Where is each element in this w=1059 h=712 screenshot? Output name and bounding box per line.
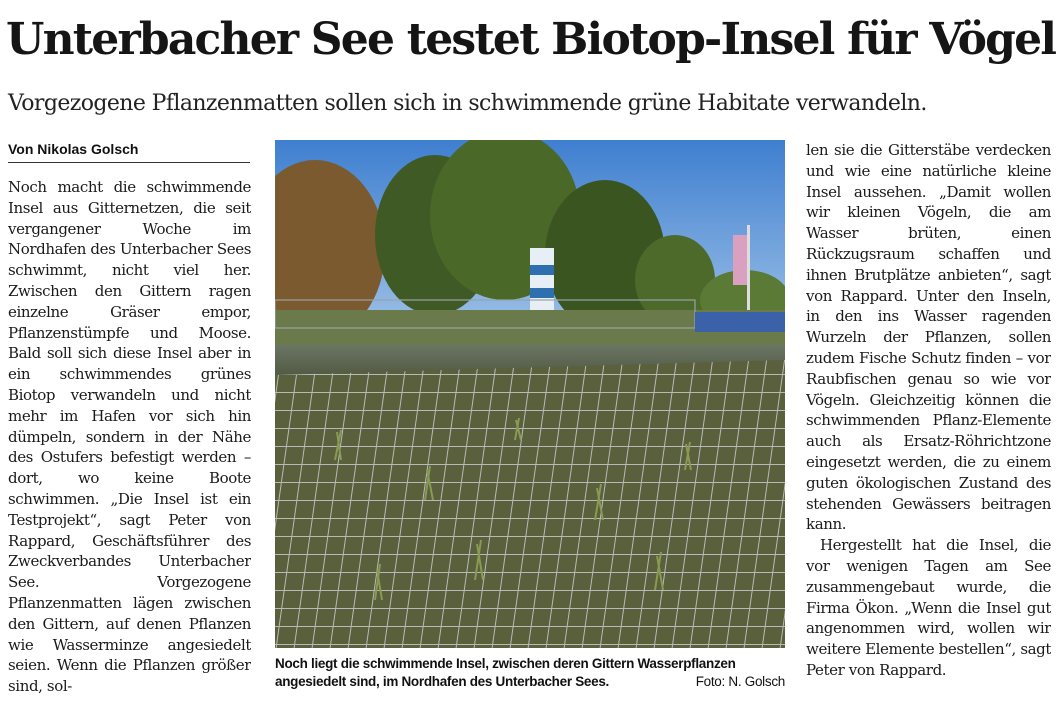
body-paragraph: Noch macht die schwimmende Insel aus Gitternetzen, die seit vergangener Woche im Nordhafen des Unterbacher Sees schwimmt, nicht viel her. Zwischen den Gittern ragen einzelne Gräser empor, Pflanzenstümpfe und Moose. Bald soll sich diese Insel aber in ein schwimmendes grünes Biotop verwandeln und nicht mehr im Hafen vor sich hin dümpeln, sondern in der Nähe des Ostufers befestigt werden – dort, wo keine Boote schwimmen. „Die Insel ist ein Testprojekt“, sagt Peter von Rappard, Geschäftsführer des Zweckverbandes Unterbacher See. Vorgezogene Pflanzenmatten lägen zwischen den Gittern, auf denen Pflanzen wie Wasserminze angesiedelt seien. Wenn die Pflanzen größer sind, sol- (8, 178, 251, 696)
headline: Unterbacher See testet Biotop-Insel für Vögel (6, 14, 1056, 65)
caption-text: Noch liegt die schwimmende Insel, zwischen deren Gittern Wasserpflanzen angesiedelt sind, im Nordhafen des Unterbacher Sees. (275, 656, 736, 689)
article-photo (275, 140, 785, 648)
body-paragraph: len sie die Gitterstäbe verdecken und wie eine natürliche kleine Insel aussehen. „Damit wollen wir kleinen Vögeln, die am Wasser brüten, einen Rückzugsraum schaffen und ihnen Brutplätze anbieten“, sagt von Rappard. Unter den Inseln, in den ins Wasser ragenden Wurzeln der Pflanzen, sollen zudem Fische Schutz finden – vor Raubfischen genau so wie vor Vögeln. Gleichzeitig können die schwimmenden Pflanz-Elemente auch als Ersatz-Röhrichtzone eingesetzt werden, die zu einem guten ökologischen Zustand des stehenden Gewässers beitragen kann. (806, 141, 1051, 534)
article-column-left (8, 177, 251, 707)
photo-caption (275, 655, 785, 691)
byline: Von Nikolas Golsch (8, 140, 250, 163)
article-column-right (806, 140, 1051, 706)
body-paragraph: Hergestellt hat die Insel, die vor wenigen Tagen am See zusammengebaut wurde, die Firma Ökon. „Wenn die Insel gut angenommen wird, wollen wir weitere Elemente bestellen“, sagt Peter von Rappard. (806, 536, 1051, 679)
photo-credit: Foto: N. Golsch (695, 674, 785, 689)
subheadline: Vorgezogene Pflanzenmatten sollen sich in schwimmende grüne Habitate verwandeln. (8, 91, 927, 116)
